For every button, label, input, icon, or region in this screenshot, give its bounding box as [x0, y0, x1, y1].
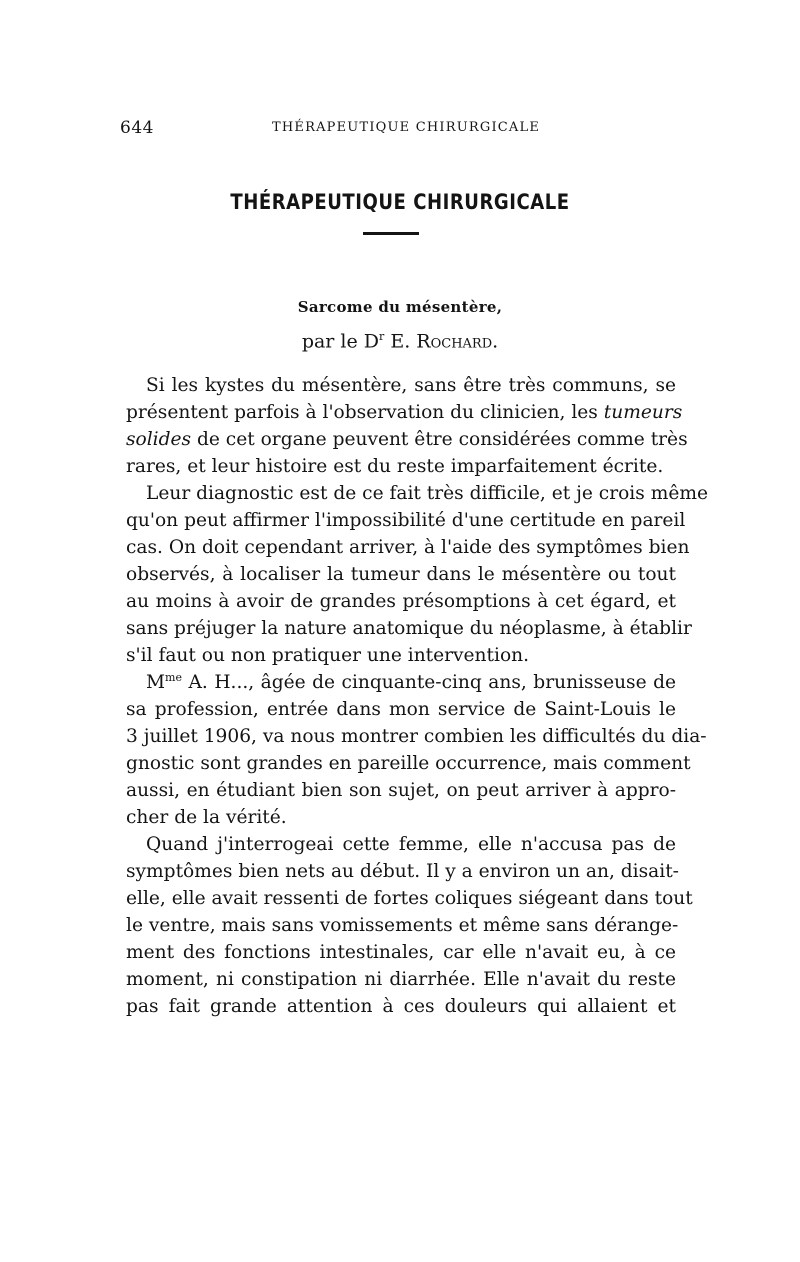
text-run: M [146, 672, 166, 693]
byline-initial: E. [384, 330, 417, 353]
author-name: Rochard. [416, 330, 499, 353]
text-line: Si les kystes du mésentère, sans être très communs, se [146, 375, 676, 396]
text-line: 3 juillet 1906, va nous montrer combien les difficultés du dia- [126, 726, 707, 747]
page-number: 644 [120, 118, 154, 138]
superscript: me [165, 670, 182, 684]
text-line: au moins à avoir de grandes présomptions à cet égard, et [126, 591, 676, 612]
section-title: THÉRAPEUTIQUE CHIRURGICALE [230, 190, 570, 214]
italic-text: solides [126, 429, 192, 450]
text-line: Leur diagnostic est de ce fait très difficile, et je crois même [146, 483, 708, 504]
byline-prefix: par le D [301, 330, 380, 353]
italic-text: tumeurs [603, 402, 683, 423]
text-run: de cet organe peuvent être considérées comme très [191, 429, 688, 450]
text-line: cher de la vérité. [126, 807, 287, 828]
text-line: observés, à localiser la tumeur dans le mésentère ou tout [126, 564, 676, 585]
byline-sup: r [379, 330, 385, 343]
text-line: s'il faut ou non pratiquer une intervention. [126, 645, 530, 666]
text-line [126, 669, 676, 696]
text-line: rares, et leur histoire est du reste imparfaitement écrite. [126, 456, 664, 477]
text-line: pas fait grande attention à ces douleurs qui allaient et [126, 996, 676, 1017]
text-line: Quand j'interrogeai cette femme, elle n'accusa pas de [146, 834, 676, 855]
text-line: gnostic sont grandes en pareille occurrence, mais comment [126, 753, 691, 774]
text-line: ment des fonctions intestinales, car elle n'avait eu, à ce [126, 942, 676, 963]
text-line [126, 399, 683, 426]
byline [0, 330, 800, 352]
text-line: le ventre, mais sans vomissements et même sans dérange- [126, 915, 679, 936]
text-line: cas. On doit cependant arriver, à l'aide des symptômes bien [126, 537, 690, 558]
text-line: sans préjuger la nature anatomique du néoplasme, à établir [126, 618, 692, 639]
text-line [126, 426, 688, 453]
article-title: Sarcome du mésentère, [297, 298, 503, 316]
text-run: A. H..., âgée de cinquante-cinq ans, brunisseuse de [182, 672, 676, 693]
text-line: qu'on peut affirmer l'impossibilité d'une certitude en pareil [126, 510, 686, 531]
running-title: THÉRAPEUTIQUE CHIRURGICALE [272, 120, 541, 135]
body-text [126, 372, 708, 1020]
title-rule [363, 232, 419, 235]
text-line: sa profession, entrée dans mon service de Saint-Louis le [126, 699, 676, 720]
text-line: symptômes bien nets au début. Il y a environ un an, disait- [126, 861, 679, 882]
text-line: elle, elle avait ressenti de fortes coliques siégeant dans tout [126, 888, 693, 909]
text-line: aussi, en étudiant bien son sujet, on peut arriver à appro- [126, 780, 676, 801]
text-run: présentent parfois à l'observation du clinicien, les [126, 402, 604, 423]
text-line: moment, ni constipation ni diarrhée. Elle n'avait du reste [126, 969, 676, 990]
running-head [120, 118, 680, 142]
